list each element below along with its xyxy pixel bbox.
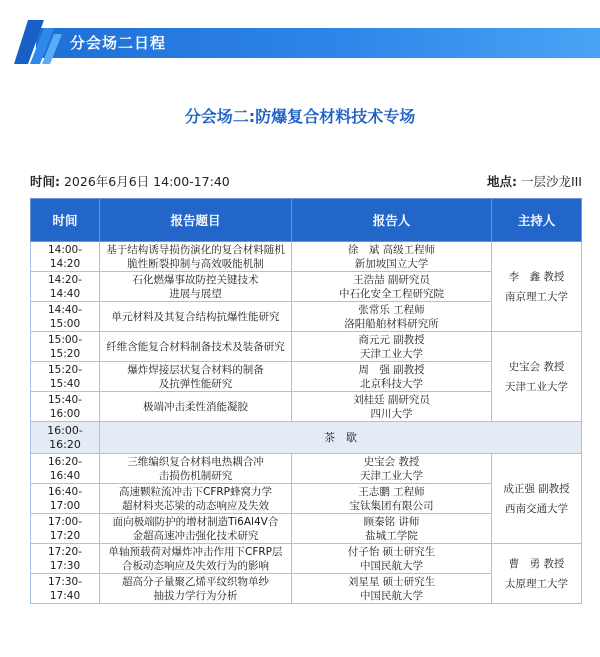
speaker-org: 天津工业大学 — [360, 469, 423, 482]
speaker-name: 王浩喆 副研究员 — [353, 273, 430, 286]
title-line: 基于结构诱导损伤演化的复合材料随机 — [106, 243, 285, 256]
table-row — [31, 454, 582, 484]
title-line: 单元材料及其复合结构抗爆性能研究 — [111, 310, 280, 323]
host-org: 南京理工大学 — [505, 290, 568, 303]
session-title: 分会场二:防爆复合材料技术专场 — [184, 107, 416, 126]
host-cell — [492, 332, 582, 422]
row-title — [100, 392, 292, 422]
row-speaker — [292, 332, 492, 362]
tea-break-label: 茶 歇 — [100, 422, 582, 454]
header-title: 报告题目 — [100, 199, 292, 242]
row-speaker — [292, 362, 492, 392]
host-name: 曹 勇 教授 — [508, 557, 565, 570]
row-time: 17:30-17:40 — [31, 574, 100, 604]
speaker-org: 新加坡国立大学 — [354, 257, 429, 270]
time-value: 2026年6月6日 14:00-17:40 — [63, 174, 230, 189]
row-speaker — [292, 484, 492, 514]
table-row — [31, 242, 582, 272]
row-speaker — [292, 544, 492, 574]
header-speaker: 报告人 — [292, 199, 492, 242]
title-line: 及抗弹性能研究 — [158, 377, 233, 390]
place-value: 一层沙龙III — [520, 174, 582, 189]
host-cell — [492, 242, 582, 332]
speaker-org: 中国民航大学 — [360, 559, 423, 572]
row-time: 15:00-15:20 — [31, 332, 100, 362]
row-title — [100, 242, 292, 272]
speaker-name: 周 强 副教授 — [358, 363, 425, 376]
row-speaker — [292, 392, 492, 422]
title-line: 击损伤机制研究 — [158, 469, 233, 482]
host-cell — [492, 454, 582, 544]
tea-break-row — [31, 422, 582, 454]
row-title — [100, 484, 292, 514]
row-speaker — [292, 514, 492, 544]
row-title — [100, 332, 292, 362]
speaker-name: 王志鹏 工程师 — [358, 485, 425, 498]
title-line: 高速颗粒流冲击下CFRP蜂窝力学 — [119, 485, 272, 498]
schedule-table — [30, 198, 582, 604]
row-title — [100, 272, 292, 302]
speaker-name: 顾秦铭 讲师 — [363, 515, 420, 528]
speaker-org: 四川大学 — [370, 407, 413, 420]
host-name: 李 鑫 教授 — [508, 270, 565, 283]
row-title — [100, 574, 292, 604]
title-line: 极端冲击柔性消能凝胶 — [143, 400, 248, 413]
row-speaker — [292, 242, 492, 272]
speaker-org: 中石化安全工程研究院 — [339, 287, 444, 300]
table-row — [31, 544, 582, 574]
title-line: 纤维含能复合材料制备技术及装备研究 — [106, 340, 285, 353]
row-title — [100, 302, 292, 332]
row-time: 15:20-15:40 — [31, 362, 100, 392]
title-line: 石化燃爆事故防控关键技术 — [132, 273, 259, 286]
host-name: 成正强 副教授 — [503, 482, 570, 495]
row-title — [100, 544, 292, 574]
title-line: 爆炸焊接层状复合材料的制备 — [127, 363, 264, 376]
row-time: 14:40-15:00 — [31, 302, 100, 332]
speaker-org: 宝钛集团有限公司 — [349, 499, 434, 512]
place-label: 地点: — [486, 174, 517, 189]
speaker-name: 付子怡 硕士研究生 — [347, 545, 436, 558]
row-speaker — [292, 454, 492, 484]
header-banner — [0, 0, 600, 70]
place-info — [487, 172, 582, 190]
table-header-row — [31, 199, 582, 242]
speaker-name: 商元元 副教授 — [358, 333, 425, 346]
row-time: 17:20-17:30 — [31, 544, 100, 574]
header-host: 主持人 — [492, 199, 582, 242]
time-info — [30, 172, 230, 190]
speaker-name: 史宝会 教授 — [363, 455, 420, 468]
speaker-org: 洛阳船舶材料研究所 — [344, 317, 439, 330]
speaker-org: 北京科技大学 — [360, 377, 423, 390]
host-name: 史宝会 教授 — [508, 360, 565, 373]
title-line: 面向极端防护的增材制造Ti6Al4V合 — [112, 515, 279, 528]
row-time: 15:40-16:00 — [31, 392, 100, 422]
time-label: 时间: — [30, 174, 60, 189]
title-line: 三维编织复合材料电热耦合冲 — [127, 455, 264, 468]
row-title — [100, 514, 292, 544]
speaker-org: 天津工业大学 — [360, 347, 423, 360]
host-cell — [492, 544, 582, 604]
row-title — [100, 454, 292, 484]
row-time: 16:00-16:20 — [31, 422, 100, 454]
title-line: 单轴预载荷对爆炸冲击作用下CFRP层 — [108, 545, 283, 558]
row-time: 14:20-14:40 — [31, 272, 100, 302]
header-time: 时间 — [31, 199, 100, 242]
row-speaker — [292, 574, 492, 604]
title-line: 超材料夹芯梁的动态响应及失效 — [122, 499, 269, 512]
title-line: 金超高速冲击强化技术研究 — [132, 529, 259, 542]
title-line: 抽拔力学行为分析 — [153, 589, 238, 602]
speaker-org: 中国民航大学 — [360, 589, 423, 602]
speaker-name: 徐 斌 高级工程师 — [347, 243, 436, 256]
row-speaker — [292, 272, 492, 302]
row-time: 17:00-17:20 — [31, 514, 100, 544]
speaker-name: 刘桂廷 副研究员 — [353, 393, 430, 406]
host-org: 太原理工大学 — [505, 577, 568, 590]
speaker-name: 刘星星 硕士研究生 — [347, 575, 436, 588]
title-line: 进展与展望 — [169, 287, 222, 300]
title-line: 脆性断裂抑制与高效吸能机制 — [127, 257, 264, 270]
title-line: 合板动态响应及失效行为的影响 — [122, 559, 269, 572]
table-row — [31, 332, 582, 362]
row-time: 16:20-16:40 — [31, 454, 100, 484]
host-org: 西南交通大学 — [505, 502, 568, 515]
speaker-name: 张常乐 工程师 — [358, 303, 425, 316]
banner-title: 分会场二日程 — [70, 34, 167, 52]
title-line: 超高分子量聚乙烯平纹织物单纱 — [122, 575, 269, 588]
host-org: 天津工业大学 — [505, 380, 568, 393]
row-speaker — [292, 302, 492, 332]
row-time: 16:40-17:00 — [31, 484, 100, 514]
row-time: 14:00-14:20 — [31, 242, 100, 272]
slash-logo-icon — [14, 20, 64, 64]
row-title — [100, 362, 292, 392]
speaker-org: 盐城工学院 — [365, 529, 418, 542]
